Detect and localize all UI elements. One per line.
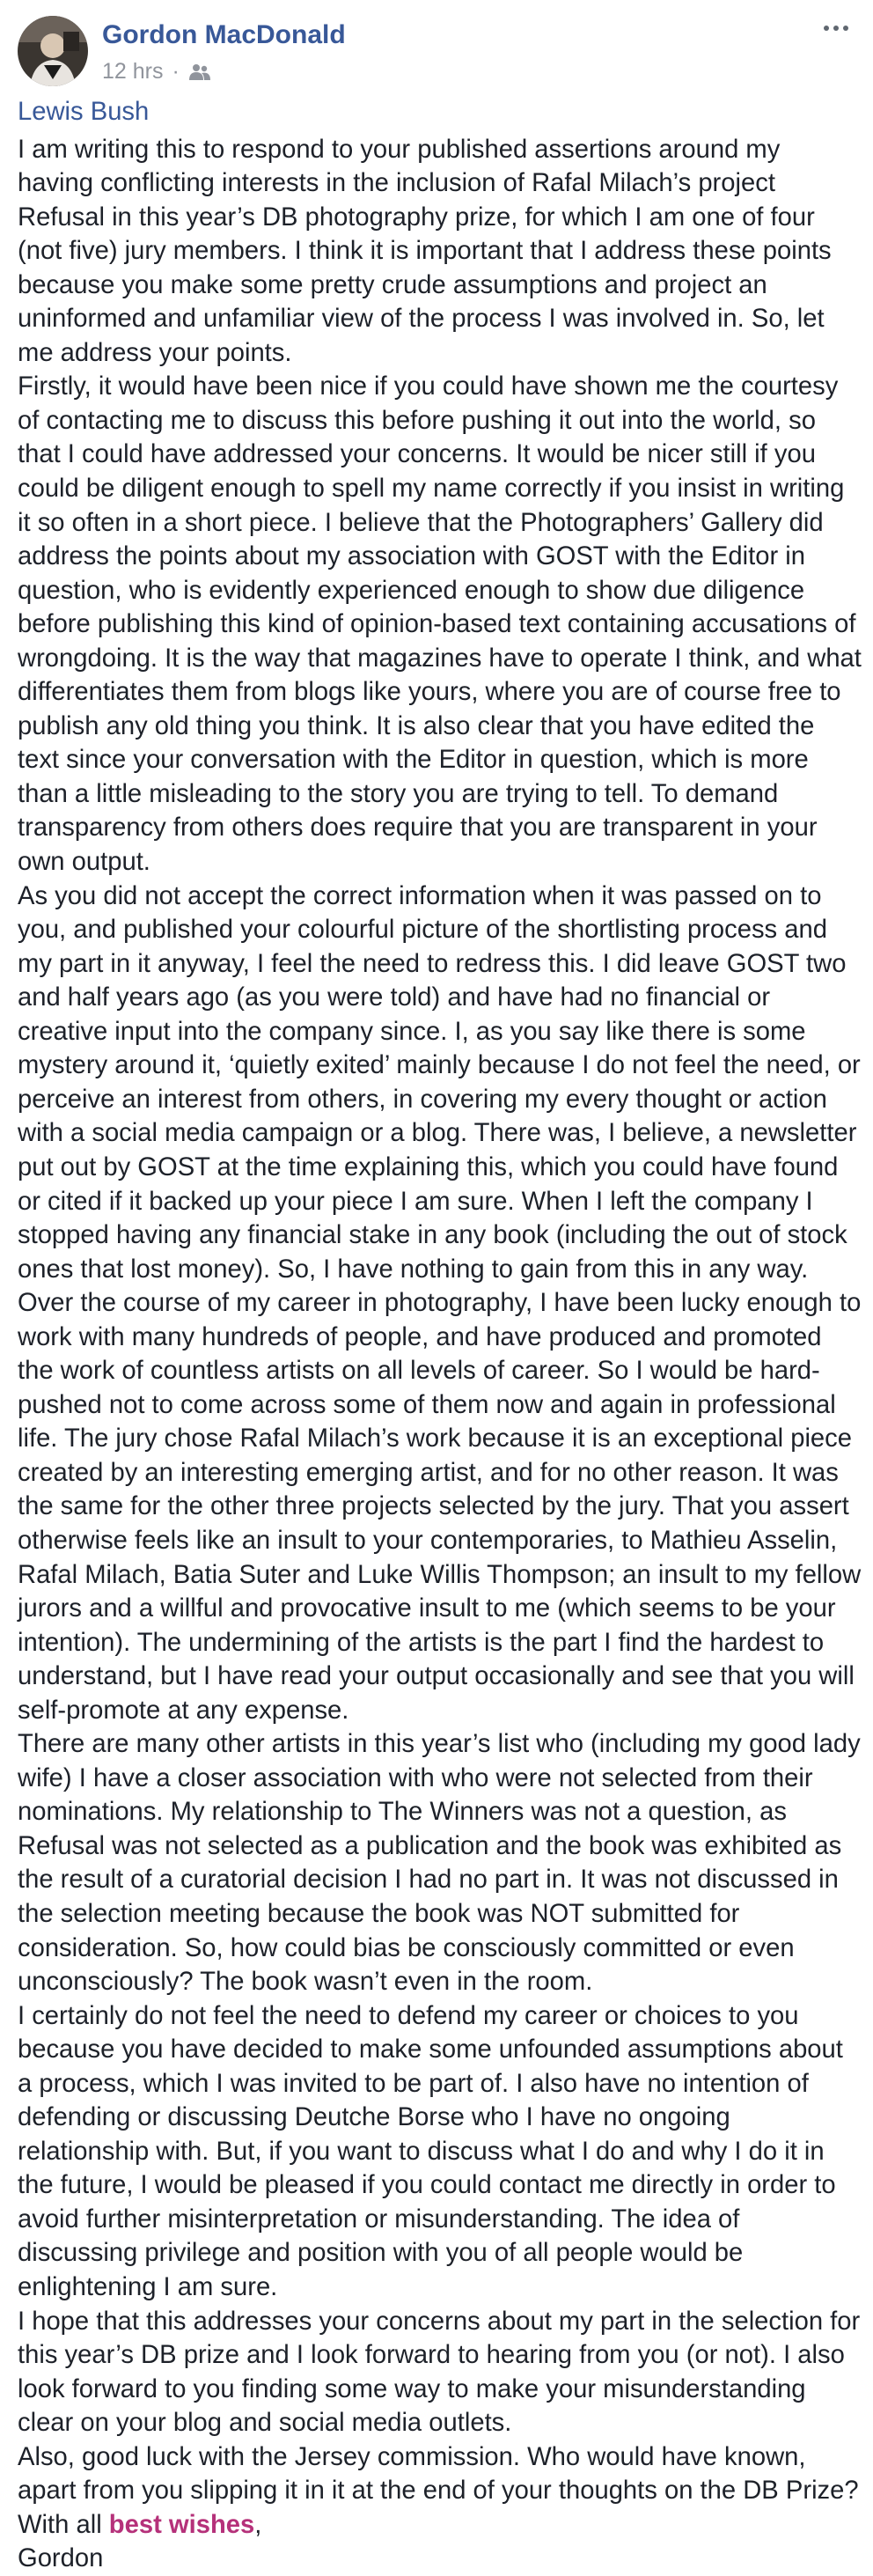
post-paragraph: I certainly do not feel the need to defend my career or choices to you because you have decided to make some unfounded assumptions about a process, which I was invited to be part of. I also have no intention of defending or discussing Deutche Borse who I have no ongoing relationship with. But, if you want to discuss what I do and why I do it in the future, I would be pleased if you could contact me directly in order to avoid further misinterpretation or misunderstanding. The idea of discussing privilege and position with you of all people would be enlightening I am sure. (18, 2001, 843, 2301)
post-paragraph: I am writing this to respond to your published assertions around my having conflicting interests in the inclusion of Rafal Milach’s project Refusal in this year’s DB photography prize, for which I am one of four (not five) jury members. I think it is important that I address these points because you make some pretty crude assumptions and project an uninformed and unfamiliar view of the process I was involved in. So, let me address your points. (18, 135, 832, 367)
closing-line (18, 2508, 862, 2543)
post-meta (102, 58, 211, 85)
post-timestamp[interactable]: 12 hrs (102, 59, 164, 84)
best-wishes-link[interactable]: best wishes (108, 2510, 255, 2539)
closing-suffix: , (254, 2510, 262, 2539)
closing-prefix: With all (18, 2510, 102, 2539)
signature: Gordon (18, 2544, 104, 2573)
author-avatar[interactable] (18, 16, 88, 86)
post-paragraph: There are many other artists in this year’s list who (including my good lady wife) I have a closer association with who were not selected from their nominations. My relationship to The Winners was not a question, as Refusal was not selected as a publication and the book was exhibited as the result of a curatorial decision I had no part in. It was not discussed in the selection meeting because the book was NOT submitted for consideration. So, how could bias be consciously committed or even unconsciously? The book wasn’t even in the room. (18, 1730, 861, 1997)
friends-icon[interactable] (188, 62, 211, 81)
more-options-icon[interactable] (817, 16, 855, 40)
author-name[interactable]: Gordon MacDonald (102, 20, 346, 49)
meta-separator: · (172, 59, 180, 84)
avatar-photo-icon (18, 16, 88, 86)
post-paragraph: I hope that this addresses your concerns about my part in the selection for this year’s DB prize and I look forward to hearing from you (or not). I also look forward to you finding some way to make your misunderstanding clear on your blog and social media outlets. (18, 2307, 861, 2438)
post-header (18, 16, 855, 90)
post-paragraph: Also, good luck with the Jersey commission. Who would have known, apart from you slipping it in it at the end of your thoughts on the DB Prize? (18, 2442, 859, 2506)
post-paragraph: As you did not accept the correct information when it was passed on to you, and published your colourful picture of the shortlisting process and my part in it anyway, I feel the need to redress this. I did leave GOST two and half years ago (as you were told) and have had no financial or creative input into the company since. I, as you say like there is some mystery around it, ‘quietly exited’ mainly because I do not feel the need, or perceive an interest from others, in covering my every thought or action with a social media campaign or a blog. There was, I believe, a newsletter put out by GOST at the time explaining this, which you could have found or cited if it backed up your piece I am sure. When I left the company I stopped having any financial stake in any book (including the out of stock ones that lost money). So, I have nothing to gain from this in any way. (18, 881, 861, 1284)
post-body (18, 95, 862, 2576)
post-paragraph: Over the course of my career in photography, I have been lucky enough to work with many hundreds of people, and have produced and promoted the work of countless artists on all levels of career. So I would be hard-pushed not to come across some of them now and again in professional life. The jury chose Rafal Milach’s work because it is an exceptional piece created by an interesting emerging artist, and for no other reason. It was the same for the other three projects selected by the jury. That you assert otherwise feels like an insult to your contemporaries, to Mathieu Asselin, Rafal Milach, Batia Suter and Luke Willis Thompson; an insult to my fellow jurors and a willful and provocative insult to me (which seems to be your intention). The undermining of the artists is the part I find the hardest to understand, but I have read your output occasionally and see that you will self-promote at any expense. (18, 1289, 862, 1725)
mention-link[interactable]: Lewis Bush (18, 98, 150, 126)
post-paragraph: Firstly, it would have been nice if you could have shown me the courtesy of contacting me to discuss this before pushing it out into the world, so that I could have addressed your concerns. It would be nicer still if you could be diligent enough to spell my name correctly if you insist in writing it so often in a short piece. I believe that the Photographers’ Gallery did address the points about my association with GOST with the Editor in question, who is evidently experienced enough to show due diligence before publishing this kind of opinion-based text containing accusations of wrongdoing. It is the way that magazines have to operate I think, and what differentiates them from blogs like yours, where you are of course free to publish any old thing you think. It is also clear that you have edited the text since your conversation with the Editor in question, which is more than a little misleading to the story you are trying to tell. To demand transparency from others does require that you are transparent in your own output. (18, 372, 862, 877)
